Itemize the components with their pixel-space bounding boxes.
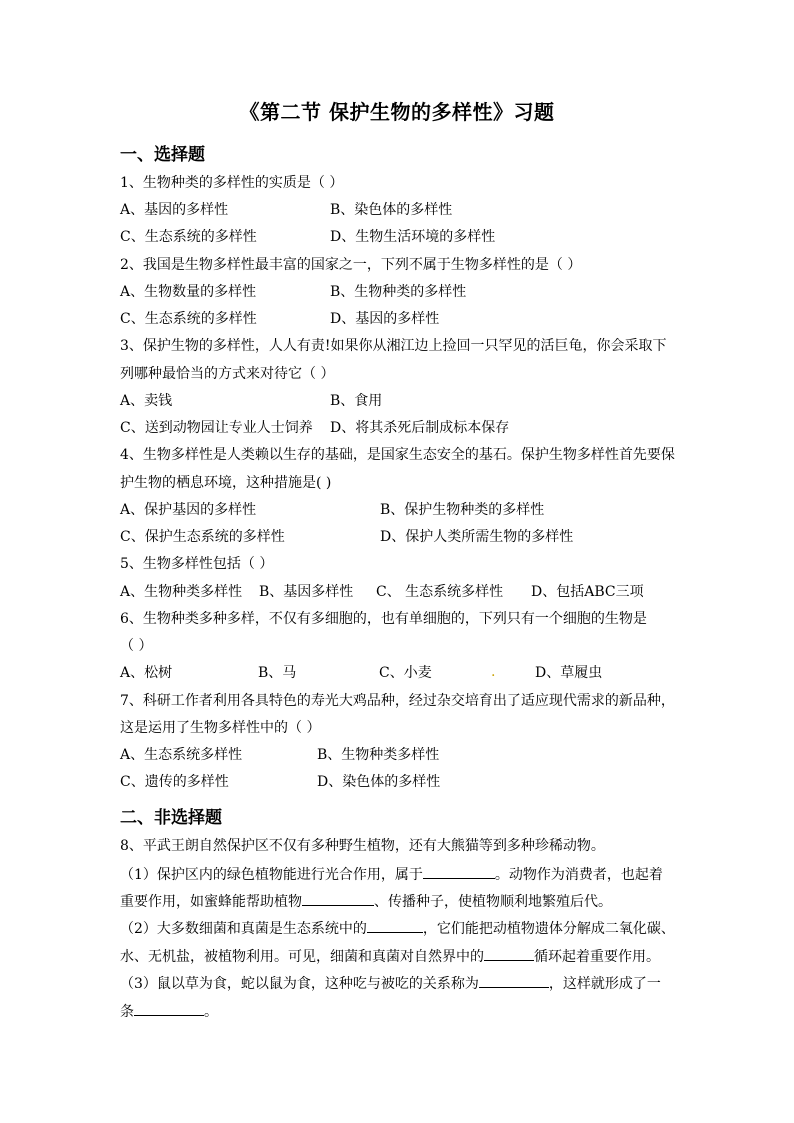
question-8-stem: 8、平武王朗自然保护区不仅有多种野生植物，还有大熊猫等到多种珍稀动物。	[120, 838, 605, 854]
answer-blank[interactable]	[423, 864, 495, 879]
question-6-option-b: B、马	[258, 665, 297, 681]
text-segment: （2）大多数细菌和真菌是生态系统中的	[120, 921, 367, 937]
answer-blank[interactable]	[302, 891, 374, 906]
section-heading-nonchoice: 二、非选择题	[120, 808, 222, 828]
text-segment: （3）鼠以草为食，蛇以鼠为食，这种吃与被吃的关系称为	[120, 976, 479, 992]
question-2-stem: 2、我国是生物多样性最丰富的国家之一，下列不属于生物多样性的是（ ）	[120, 257, 582, 273]
question-3-option-a: A、卖钱	[120, 393, 173, 409]
question-4-option-d: D、保护人类所需生物的多样性	[380, 529, 574, 545]
question-1-option-a: A、基因的多样性	[120, 202, 229, 218]
text-segment: ，这样就形成了一	[548, 976, 661, 992]
question-3-option-b: B、食用	[330, 393, 383, 409]
question-6-stem-line-1: 6、生物种类多种多样，不仅有多细胞的，也有单细胞的，下列只有一个细胞的生物是	[120, 611, 647, 627]
question-5-stem: 5、生物多样性包括（ ）	[120, 556, 274, 572]
question-8-part-2-line-1	[120, 918, 675, 938]
question-4-option-b: B、保护生物种类的多样性	[380, 502, 545, 518]
question-7-stem-line-2: 这是运用了生物多样性中的（ ）	[120, 720, 321, 736]
question-5-option-a: A、生物种类多样性	[120, 584, 243, 600]
question-8-part-3-line-1	[120, 973, 661, 993]
question-5-option-b: B、基因多样性	[259, 584, 354, 600]
question-8-part-3-line-2	[120, 1001, 218, 1021]
question-1-option-d: D、生物生活环境的多样性	[330, 229, 496, 245]
text-segment: 循环起着重要作用。	[534, 949, 660, 965]
question-1-stem: 1、生物种类的多样性的实质是（ ）	[120, 175, 344, 191]
question-4-stem-line-1: 4、生物多样性是人类赖以生存的基础，是国家生态安全的基石。保护生物多样性首先要保	[120, 447, 675, 463]
question-4-option-a: A、保护基因的多样性	[120, 502, 257, 518]
question-4-stem-line-2: 护生物的栖息环境，这种措施是( )	[120, 475, 332, 491]
question-6-option-c: C、小麦	[379, 665, 432, 681]
question-2-option-c: C、生态系统的多样性	[120, 311, 257, 327]
answer-blank[interactable]	[484, 946, 534, 961]
question-1-option-b: B、染色体的多样性	[330, 202, 453, 218]
text-segment: 水、无机盐，被植物利用。可见，细菌和真菌对自然界中的	[120, 949, 484, 965]
question-7-option-d: D、染色体的多样性	[317, 774, 441, 790]
question-7-option-c: C、遗传的多样性	[120, 774, 229, 790]
text-segment: ，它们能把动植物遗体分解成二氧化碳、	[422, 921, 675, 937]
section-heading-choice: 一、选择题	[120, 145, 205, 165]
question-5-option-d: D、包括ABC三项	[531, 584, 644, 600]
question-5-option-c: C、 生态系统多样性	[376, 584, 504, 600]
question-8-part-2-line-2	[120, 946, 660, 966]
question-3-stem-line-2: 列哪种最恰当的方式来对待它（ ）	[120, 366, 335, 382]
question-3-option-d: D、将其杀死后制成标本保存	[330, 420, 510, 436]
page-title: 《第二节 保护生物的多样性》习题	[239, 100, 555, 124]
question-3-stem-line-1: 3、保护生物的多样性，人人有责!如果你从湘江边上捡回一只罕见的活巨龟，你会采取下	[120, 338, 667, 354]
question-4-option-c: C、保护生态系统的多样性	[120, 529, 285, 545]
text-segment: 。	[204, 1004, 218, 1020]
text-segment: （1）保护区内的绿色植物能进行光合作用，属于	[120, 867, 423, 883]
question-6-option-d: D、草履虫	[535, 665, 603, 681]
question-7-option-b: B、生物种类多样性	[317, 747, 440, 763]
answer-blank[interactable]	[479, 973, 549, 988]
question-1-option-c: C、生态系统的多样性	[120, 229, 257, 245]
question-2-option-d: D、基因的多样性	[330, 311, 440, 327]
answer-blank[interactable]	[367, 918, 423, 933]
question-8-part-1-line-2	[120, 891, 612, 911]
question-8-part-1-line-1	[120, 864, 663, 884]
question-7-option-a: A、生态系统多样性	[120, 747, 243, 763]
stray-dot-mark: .	[491, 664, 496, 680]
question-3-option-c: C、送到动物园让专业人士饲养	[120, 420, 313, 436]
answer-blank[interactable]	[134, 1001, 204, 1016]
question-6-stem-line-2: （ ）	[120, 638, 153, 654]
question-2-option-b: B、生物种类的多样性	[330, 284, 467, 300]
question-2-option-a: A、生物数量的多样性	[120, 284, 257, 300]
question-6-option-a: A、松树	[120, 665, 173, 681]
text-segment: 。动物作为消费者，也起着	[494, 867, 663, 883]
question-7-stem-line-1: 7、科研工作者利用各具特色的寿光大鸡品种，经过杂交培育出了适应现代需求的新品种，	[120, 693, 675, 709]
text-segment: 条	[120, 1004, 134, 1020]
text-segment: 、传播种子，使植物顺利地繁殖后代。	[374, 894, 612, 910]
text-segment: 重要作用，如蜜蜂能帮助植物	[120, 894, 302, 910]
